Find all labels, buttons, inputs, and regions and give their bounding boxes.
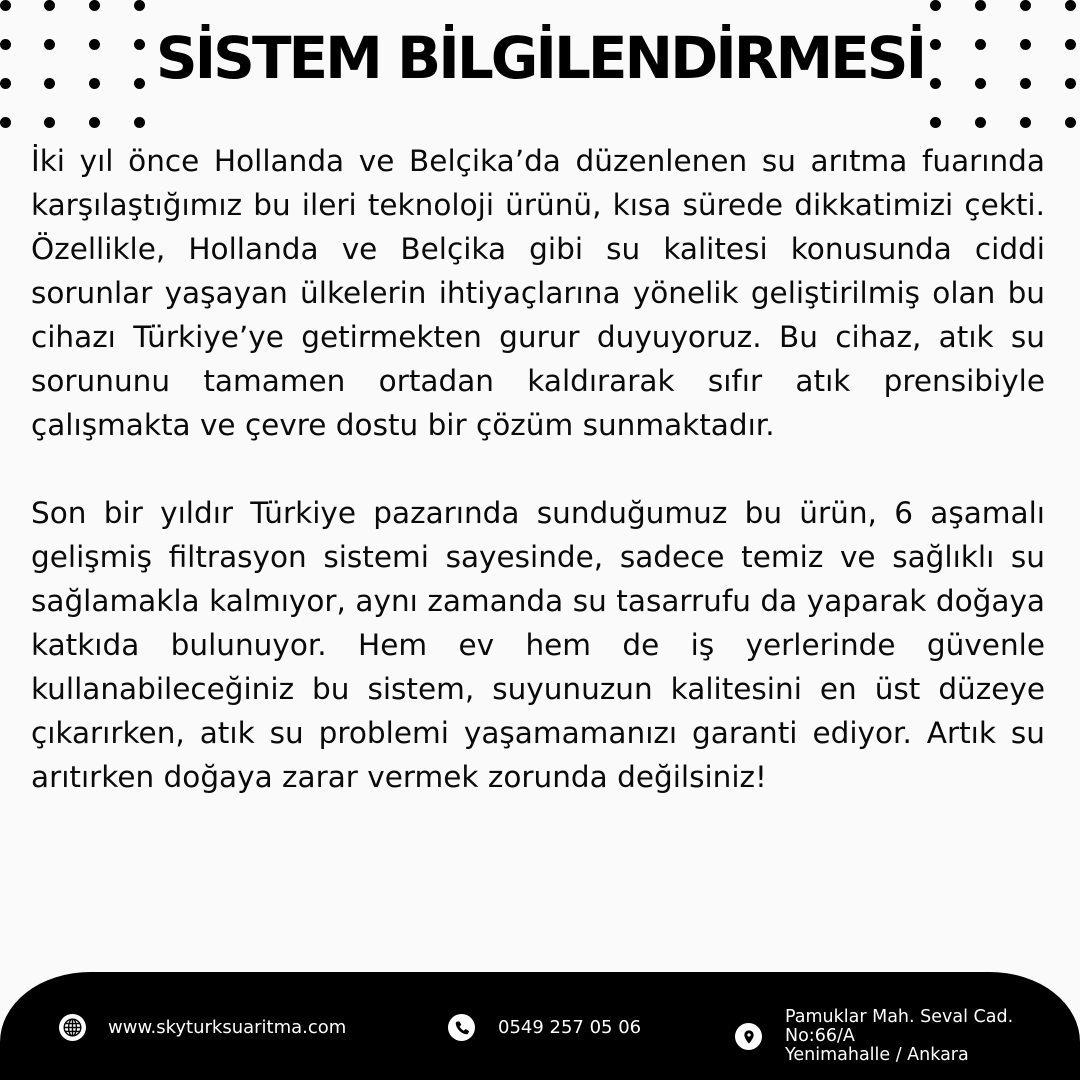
map-pin-icon xyxy=(735,1023,762,1050)
globe-icon xyxy=(59,1014,86,1041)
phone-icon xyxy=(448,1014,475,1041)
body-content xyxy=(31,139,1045,799)
contact-footer xyxy=(0,972,1080,1080)
address-line-3: Yenimahalle / Ankara xyxy=(785,1045,969,1065)
phone-number[interactable]: 0549 257 05 06 xyxy=(498,1017,642,1038)
website-link[interactable]: www.skyturksuaritma.com xyxy=(108,1017,347,1038)
paragraph-1: İki yıl önce Hollanda ve Belçika’da düzenlenen su arıtma fuarında karşılaştığımız bu ileri teknoloji ürünü, kısa sürede dikkatimizi çekti. Özellikle, Hollanda ve Belçika gibi su kalitesi konusunda ciddi sorunlar yaşayan ülkelerin ihtiyaçlarına yönelik geliştirilmiş olan bu cihazı Türkiye’ye getirmekten gurur duyuyoruz. Bu cihaz, atık su sorununu tamamen ortadan kaldırarak sıfır atık prensibiyle çalışmakta ve çevre dostu bir çözüm sunmaktadır. xyxy=(31,144,1045,442)
address-line-1: Pamuklar Mah. Seval Cad. xyxy=(785,1007,1014,1027)
phone-contact[interactable] xyxy=(448,1014,641,1041)
paragraph-2: Son bir yıldır Türkiye pazarında sunduğumuz bu ürün, 6 aşamalı gelişmiş filtrasyon sistemi sayesinde, sadece temiz ve sağlıklı su sağlamakla kalmıyor, aynı zamanda su tasarrufu da yaparak doğaya katkıda bulunuyor. Hem ev hem de iş yerlerinde güvenle kullanabileceğiniz bu sistem, suyunuzun kalitesini en üst düzeye çıkarırken, atık su problemi yaşamamanızı garanti ediyor. Artık su arıtırken doğaya zarar vermek zorunda değilsiniz! xyxy=(31,496,1045,794)
address-contact xyxy=(735,1008,1013,1065)
page-title: SİSTEM BİLGİLENDİRMESİ xyxy=(155,24,925,92)
address-text xyxy=(785,1008,1013,1065)
address-line-2: No:66/A xyxy=(785,1026,855,1046)
website-contact[interactable] xyxy=(59,1014,346,1041)
